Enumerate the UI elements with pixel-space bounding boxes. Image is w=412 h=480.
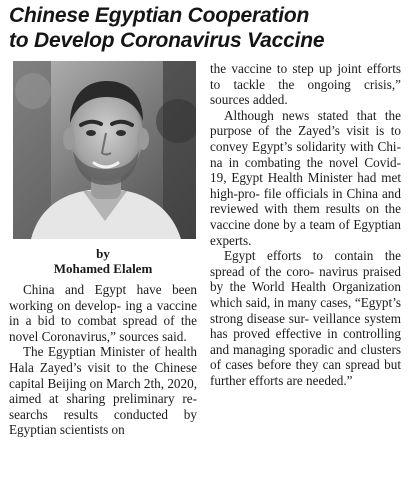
body-paragraph: Egypt efforts to contain the spread of the coro- navirus praised by the World Health Organization which said, in many cases, “Egypt’s strong disease sur- veillance system has proved effective in controlling and managing sporadic and clusters of cases before they can spread but further efforts are needed.” (210, 248, 401, 388)
body-paragraph: Although news stated that the purpose of the Zayed’s visit is to convey Egypt’s solidarity with Chi- na in combating the novel Covid-19, Egypt Health Minister had met high-pro- file officials in China and reviewed with them results on the vaccine done by a team of Egyptian experts. (210, 107, 401, 248)
body-paragraph: China and Egypt have been working on develop- ing a vaccine in a bid to combat spread of the novel Coronavirus,” sources said. (9, 282, 197, 344)
body-paragraph-continued: the vaccine to step up joint efforts to tackle the ongoing crisis,” sources added. (210, 61, 401, 108)
byline-author: Mohamed Elalem (53, 261, 153, 276)
headline-line-2: to Develop Coronavirus Vaccine (9, 29, 325, 52)
headline (9, 3, 402, 53)
author-photo (13, 61, 196, 239)
left-column (9, 61, 197, 438)
author-portrait-icon (13, 61, 196, 239)
byline-by: by (96, 246, 110, 261)
body-paragraph: The Egyptian Minister of health Hala Zayed’s visit to the Chinese capital Beijing on March 2th, 2020, aimed at sharing preliminary re- searchs results conducted by Egyptian scientists on (9, 344, 197, 438)
headline-line-1: Chinese Egyptian Cooperation (9, 4, 310, 27)
byline (9, 246, 197, 276)
article-columns (9, 61, 402, 438)
right-column (210, 61, 401, 438)
